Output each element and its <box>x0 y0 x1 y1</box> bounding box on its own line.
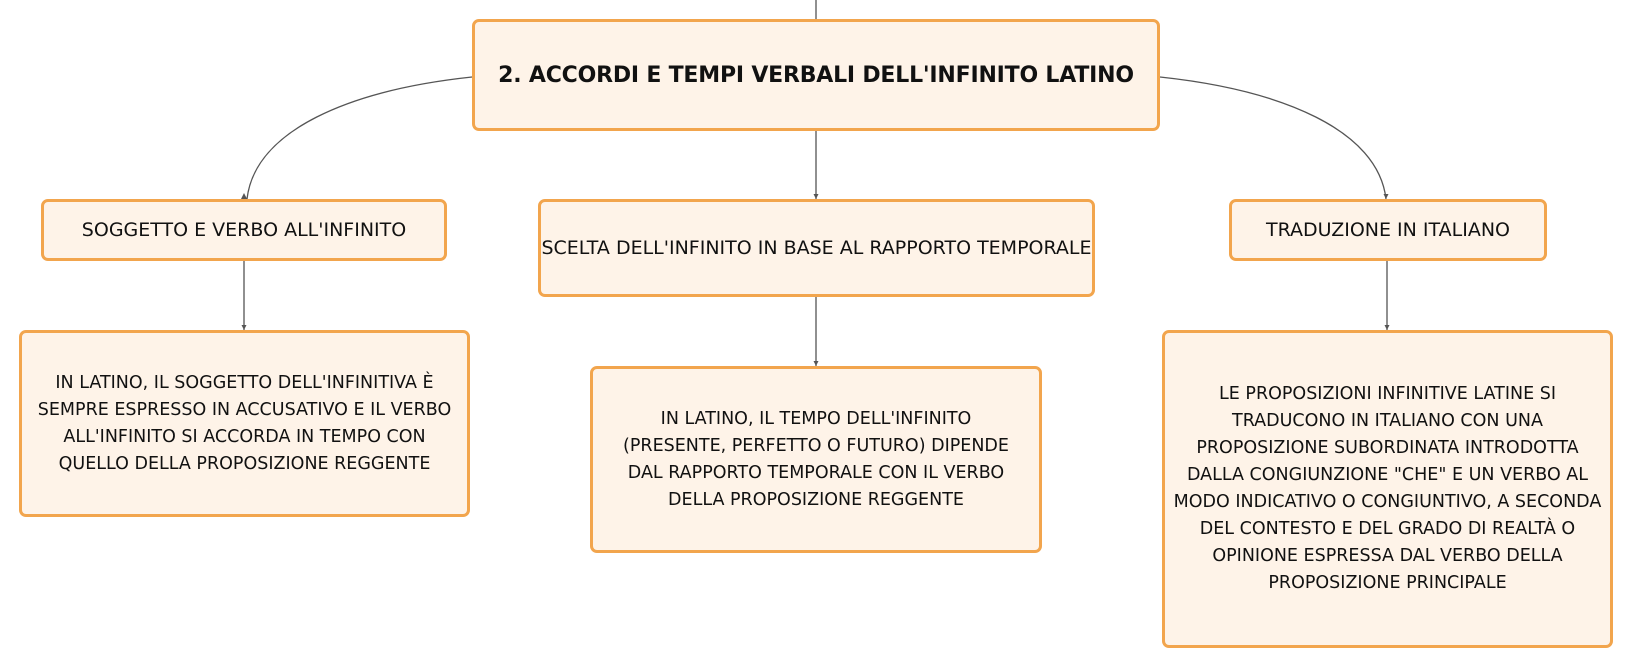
branch-node-scelta-infinito[interactable] <box>538 199 1095 297</box>
branch-label: TRADUZIONE IN ITALIANO <box>1265 219 1510 241</box>
detail-node-soggetto-verbo[interactable] <box>19 330 470 517</box>
connector-root-to-branch-3 <box>1160 77 1386 199</box>
connector-root-to-branch-1 <box>247 77 472 199</box>
root-topic-node[interactable] <box>472 19 1160 131</box>
root-topic-label: 2. ACCORDI E TEMPI VERBALI DELL'INFINITO LATINO <box>498 62 1134 88</box>
branch-label: SCELTA DELL'INFINITO IN BASE AL RAPPORTO TEMPORALE <box>541 237 1092 259</box>
branch-label: SOGGETTO E VERBO ALL'INFINITO <box>81 219 407 241</box>
detail-text: IN LATINO, IL TEMPO DELL'INFINITO (PRESENTE, PERFETTO O FUTURO) DIPENDE DAL RAPPORTO TEMPORALE CON IL VERBO DELLA PROPOSIZIONE REGGENTE <box>623 408 1009 510</box>
detail-text: IN LATINO, IL SOGGETTO DELL'INFINITIVA È SEMPRE ESPRESSO IN ACCUSATIVO E IL VERBO ALL'INFINITO SI ACCORDA IN TEMPO CON QUELLO DELLA PROPOSIZIONE REGGENTE <box>37 372 452 474</box>
detail-text: LE PROPOSIZIONI INFINITIVE LATINE SI TRADUCONO IN ITALIANO CON UNA PROPOSIZIONE SUBORDINATA INTRODOTTA DALLA CONGIUNZIONE "CHE" E UN VERBO AL MODO INDICATIVO O CONGIUNTIVO, A SECONDA DEL CONTESTO E DEL GRADO DI REALTÀ O OPINIONE ESPRESSA DAL VERBO DELLA PROPOSIZIONE PRINCIPALE <box>1173 384 1602 593</box>
branch-node-soggetto-verbo[interactable] <box>41 199 447 261</box>
branch-node-traduzione[interactable] <box>1229 199 1547 261</box>
detail-node-scelta-infinito[interactable] <box>590 366 1042 553</box>
detail-node-traduzione[interactable] <box>1162 330 1613 648</box>
